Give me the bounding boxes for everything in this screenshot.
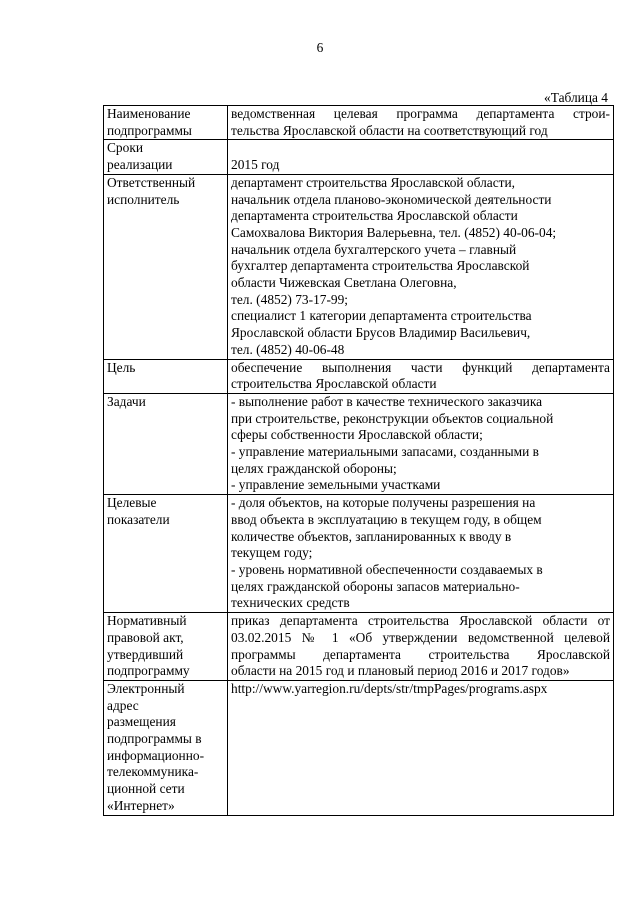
value-line: технических средств [231,595,350,611]
row-label [104,495,228,613]
value-line: - управление земельными участками [231,477,441,493]
value-line: области на 2015 год и плановый период 2016 и 2017 годов» [231,663,570,679]
value-line: 2015 год [231,157,280,173]
value-line: ведомственная целевая программа департамента строи- [231,106,610,121]
value-line: Самохвалова Виктория Валерьевна, тел. (4852) 40-06-04; [231,224,557,240]
label-line: подпрограмму [107,663,190,679]
label-line: Задачи [107,393,146,409]
label-line: исполнитель [107,191,180,207]
value-line: начальник отдела планово-экономической деятельности [231,191,552,207]
value-line: 03.02.2015 № 1 «Об утверждении ведомственной целевой [231,629,610,645]
row-value [228,106,614,140]
row-subprogram-name [104,106,614,140]
value-line: количестве объектов, запланированных к вводу в [231,528,512,544]
value-line: тел. (4852) 73-17-99; [231,291,349,307]
row-value [228,359,614,393]
label-line: ционной сети [107,781,185,797]
value-line: специалист 1 категории департамента строительства [231,308,532,324]
value-line: Ярославской области Брусов Владимир Васильевич, [231,325,531,341]
value-line: - выполнение работ в качестве технического заказчика [231,393,543,409]
row-web-address [104,680,614,815]
value-line: департамент строительства Ярославской области, [231,174,516,190]
label-line: «Интернет» [107,797,175,813]
value-line: приказ департамента строительства Ярославской области от [231,613,610,629]
row-label [104,106,228,140]
value-line: - доля объектов, на которые получены разрешения на [231,495,536,511]
value-line: обеспечение выполнения части функций департамента [231,359,610,375]
value-line: - управление материальными запасами, созданными в [231,444,539,460]
row-implementation-period [104,140,614,174]
label-line: размещения [107,714,176,730]
row-target-indicators [104,495,614,613]
label-line: Нормативный [107,613,187,629]
table-caption: «Таблица 4 [544,90,608,105]
label-line: Электронный [107,680,185,696]
value-line: тельства Ярославской области на соответствующий год [231,122,548,138]
label-line: реализации [107,157,173,173]
value-line: бухгалтер департамента строительства Ярославской [231,258,530,274]
value-line: области Чижевская Светлана Олеговна, [231,275,457,291]
subprogram-passport-table [103,105,614,816]
label-line: Сроки [107,140,143,156]
value-line: текущем году; [231,545,313,561]
value-line: целях гражданской обороны; [231,460,397,476]
label-line: информационно- [107,747,205,763]
program-url: http://www.yarregion.ru/depts/str/tmpPages/programs.aspx [231,680,548,696]
value-line: ввод объекта в эксплуатацию в текущем году, в общем [231,511,542,527]
value-line: при строительстве, реконструкции объектов социальной [231,410,554,426]
label-line: подпрограммы [107,122,192,138]
row-label [104,613,228,681]
row-label [104,174,228,359]
label-line: утвердивший [107,646,184,662]
row-responsible-executor [104,174,614,359]
row-label [104,680,228,815]
value-line: строительства Ярославской области [231,376,437,392]
value-line: сферы собственности Ярославской области; [231,427,483,443]
row-tasks [104,393,614,494]
row-value [228,393,614,494]
label-line: показатели [107,511,170,527]
value-line: тел. (4852) 40-06-48 [231,341,345,357]
label-line: адрес [107,697,139,713]
row-value [228,680,614,815]
value-line: - уровень нормативной обеспеченности создаваемых в [231,561,543,577]
label-line: телекоммуника- [107,764,199,780]
value-line: департамента строительства Ярославской области [231,208,518,224]
page-number: 6 [316,40,324,55]
row-legal-act [104,613,614,681]
label-line: Ответственный [107,174,196,190]
label-line: подпрограммы в [107,731,202,747]
row-label [104,140,228,174]
row-value [228,613,614,681]
row-label [104,359,228,393]
value-line: программы департамента строительства Ярославской [231,646,610,662]
value-line: начальник отдела бухгалтерского учета – главный [231,241,517,257]
label-line: Целевые [107,495,157,511]
row-value [228,174,614,359]
label-line: правовой акт, [107,629,184,645]
label-line: Цель [107,359,136,375]
row-value [228,495,614,613]
row-goal [104,359,614,393]
row-label [104,393,228,494]
row-value [228,140,614,174]
value-line: целях гражданской обороны запасов материально- [231,578,520,594]
label-line: Наименование [107,106,191,121]
